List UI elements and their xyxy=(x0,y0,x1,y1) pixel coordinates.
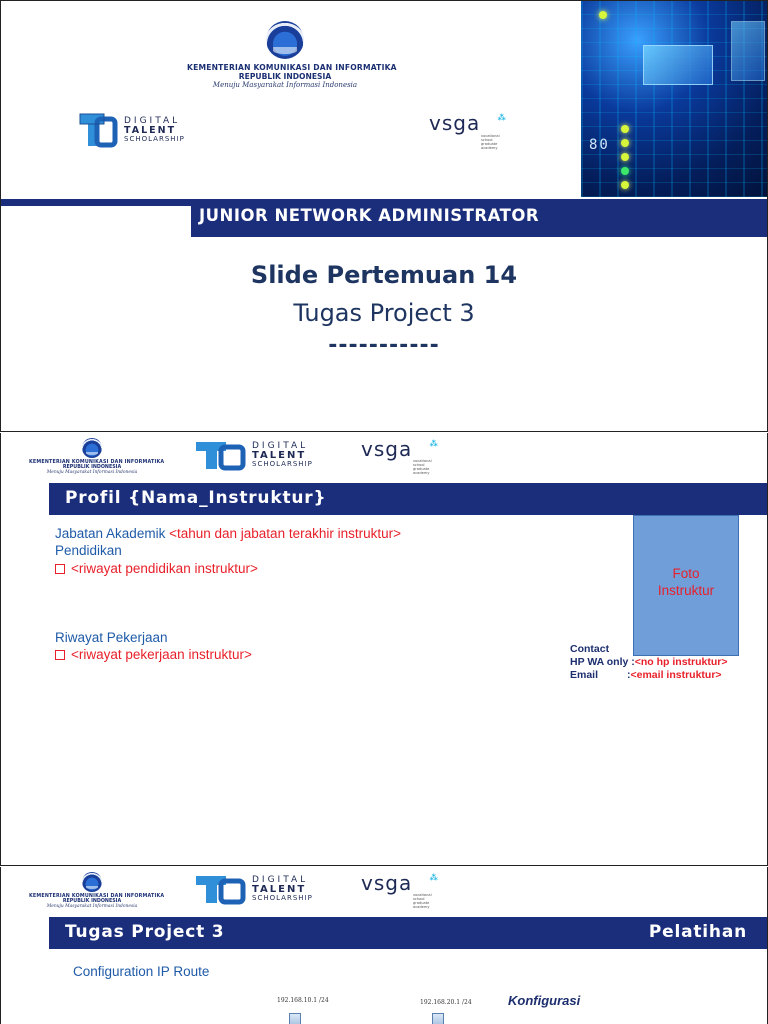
vsga-sub3: graduate xyxy=(481,142,498,147)
slide-3 xyxy=(0,867,768,1024)
vsga-logo xyxy=(361,873,438,910)
dts-line1: DIGITAL xyxy=(252,441,309,451)
vsga-dots-icon: ⁂ xyxy=(497,113,506,122)
dts-line2: TALENT xyxy=(252,884,307,895)
vsga-wordmark: vsga xyxy=(429,111,481,135)
vsga-subtitle xyxy=(413,459,432,476)
digital-talent-logo xyxy=(79,111,185,149)
kominfo-tagline: Menuju Masyarakat Informasi Indonesia xyxy=(46,470,138,475)
digital-talent-mark-icon xyxy=(79,111,119,149)
vsga-subtitle xyxy=(413,893,432,910)
pc-icon xyxy=(432,1013,444,1024)
led-icon xyxy=(599,11,607,19)
photo-placeholder xyxy=(633,515,739,656)
vsga-logo xyxy=(361,439,438,476)
circuit-board-image xyxy=(581,1,768,197)
led-icon xyxy=(621,125,629,133)
photo-label-1: Foto xyxy=(672,566,700,582)
vsga-sub3: graduate xyxy=(413,901,430,906)
email-value: <email instruktur> xyxy=(630,669,722,681)
dts-line2: TALENT xyxy=(124,125,177,137)
led-icon xyxy=(621,139,629,147)
photo-label-2: Instruktur xyxy=(657,582,715,598)
kominfo-logo xyxy=(187,21,397,89)
jabatan-value: <tahun dan jabatan terakhir instruktur> xyxy=(169,526,401,541)
diagram-label: Konfigurasi xyxy=(508,993,581,1008)
dts-line3: SCHOLARSHIP xyxy=(252,460,313,468)
kominfo-tagline: Menuju Masyarakat Informasi Indonesia xyxy=(212,81,358,89)
digital-talent-wordmark xyxy=(124,117,185,143)
led-icon xyxy=(621,167,629,175)
digital-talent-logo xyxy=(195,873,313,905)
profile-title-bar xyxy=(49,483,768,515)
vsga-dots-icon: ⁂ xyxy=(429,873,438,882)
dts-line3: SCHOLARSHIP xyxy=(252,894,313,902)
email-sep: : xyxy=(627,669,631,681)
digital-talent-wordmark xyxy=(252,442,313,468)
hp-row xyxy=(570,656,728,668)
kominfo-name: KEMENTERIAN KOMUNIKASI DAN INFORMATIKA xyxy=(29,460,165,465)
jabatan-row xyxy=(55,526,401,541)
email-row xyxy=(570,669,722,681)
slide-title: Slide Pertemuan 14 xyxy=(250,261,518,289)
kominfo-country: REPUBLIK INDONESIA xyxy=(62,899,122,904)
pendidikan-label: Pendidikan xyxy=(55,543,122,558)
title-band-notch xyxy=(1,206,191,237)
kominfo-logo xyxy=(29,872,165,909)
vsga-sub2: school xyxy=(413,463,425,468)
hp-value: <no hp instruktur> xyxy=(634,656,728,668)
vsga-wordmark: vsga xyxy=(361,437,413,461)
slide-1 xyxy=(0,0,768,432)
chip-icon xyxy=(731,21,765,81)
kominfo-name: KEMENTERIAN KOMUNIKASI DAN INFORMATIKA xyxy=(29,894,165,899)
vsga-sub4: academy xyxy=(413,471,430,476)
contact-label: Contact xyxy=(570,643,610,655)
vsga-logo xyxy=(429,113,506,151)
digital-talent-wordmark xyxy=(252,876,313,902)
pendidikan-item xyxy=(55,561,258,576)
pekerjaan-text: <riwayat pekerjaan instruktur> xyxy=(71,647,252,662)
pendidikan-text: <riwayat pendidikan instruktur> xyxy=(71,561,258,576)
slide-subtitle: Tugas Project 3 xyxy=(293,299,475,327)
digital-talent-logo xyxy=(195,439,313,471)
checkbox-bullet-icon xyxy=(55,650,65,660)
vsga-sub3: graduate xyxy=(413,467,430,472)
slide-2 xyxy=(0,433,768,866)
dts-line1: DIGITAL xyxy=(124,116,181,127)
profile-title: Profil {Nama_Instruktur} xyxy=(65,488,327,508)
hp-label: HP WA only : xyxy=(570,656,635,668)
project-title: Tugas Project 3 xyxy=(65,922,225,942)
kominfo-name: KEMENTERIAN KOMUNIKASI DAN INFORMATIKA xyxy=(187,63,397,72)
kominfo-emblem-icon xyxy=(82,872,102,892)
pelatihan-label: Pelatihan xyxy=(648,922,747,942)
chip-icon xyxy=(643,45,713,85)
kominfo-tagline: Menuju Masyarakat Informasi Indonesia xyxy=(46,904,138,909)
vsga-subtitle xyxy=(481,134,500,151)
kominfo-emblem-icon xyxy=(82,438,102,458)
led-icon xyxy=(621,181,629,189)
ip-label-1: 192.168.10.1 /24 xyxy=(277,997,329,1004)
dts-line2: TALENT xyxy=(252,450,307,461)
pc-icon xyxy=(289,1013,301,1024)
pekerjaan-label: Riwayat Pekerjaan xyxy=(55,630,168,645)
kominfo-logo xyxy=(29,438,165,475)
vsga-wordmark: vsga xyxy=(361,871,413,895)
vsga-sub4: academy xyxy=(413,905,430,910)
jabatan-label: Jabatan Akademik xyxy=(55,526,166,541)
slide-dashes: ----------- xyxy=(328,333,440,358)
led-icon xyxy=(621,153,629,161)
section-heading: Configuration IP Route xyxy=(73,964,210,979)
vsga-sub1: vocational xyxy=(481,134,500,138)
digital-talent-mark-icon xyxy=(195,439,247,471)
vsga-sub1: vocational xyxy=(413,893,432,897)
circuit-label: 80 xyxy=(589,137,610,153)
course-title: JUNIOR NETWORK ADMINISTRATOR xyxy=(199,206,540,225)
pekerjaan-item xyxy=(55,647,252,662)
dts-line1: DIGITAL xyxy=(252,875,309,885)
email-label: Email xyxy=(570,669,599,681)
project-title-bar xyxy=(49,917,768,949)
kominfo-country: REPUBLIK INDONESIA xyxy=(238,72,332,81)
kominfo-country: REPUBLIK INDONESIA xyxy=(62,465,122,470)
vsga-sub2: school xyxy=(481,138,493,143)
dts-line3: SCHOLARSHIP xyxy=(124,134,185,143)
digital-talent-mark-icon xyxy=(195,873,247,905)
ip-label-2: 192.168.20.1 /24 xyxy=(420,999,472,1006)
kominfo-emblem-icon xyxy=(266,21,304,59)
checkbox-bullet-icon xyxy=(55,564,65,574)
vsga-dots-icon: ⁂ xyxy=(429,439,438,448)
vsga-sub2: school xyxy=(413,897,425,902)
vsga-sub1: vocational xyxy=(413,459,432,463)
vsga-sub4: academy xyxy=(481,146,498,151)
